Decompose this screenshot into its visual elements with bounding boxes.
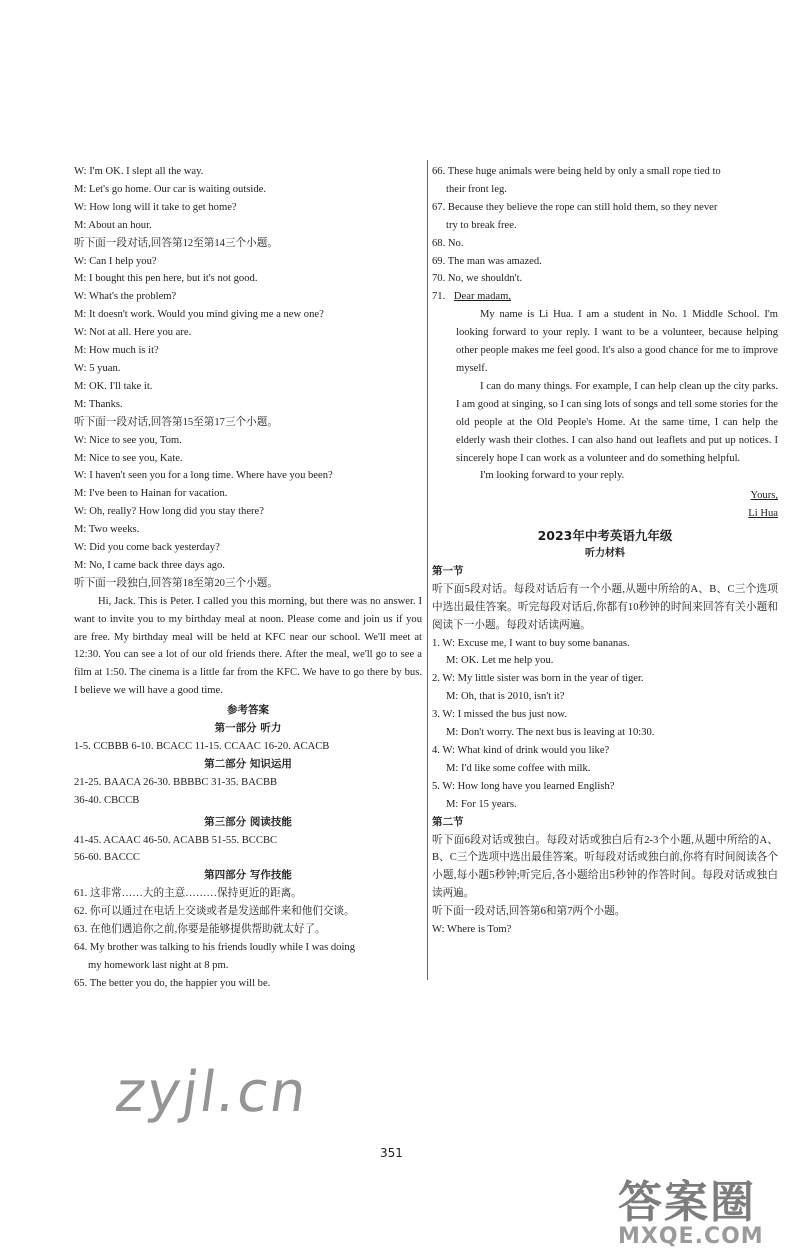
dialogue-line: W: 5 yuan.	[74, 362, 121, 374]
dialogue-line: W: How long will it take to get home?	[74, 201, 237, 213]
answer-number: 71.	[432, 291, 446, 303]
section-title: 2023年中考英语九年级	[537, 528, 673, 544]
dialogue-line: M: It doesn't work. Would you mind giving me a new one?	[74, 309, 324, 321]
part4-title: 第四部分 写作技能	[204, 869, 292, 882]
answer-line: 69. The man was amazed.	[432, 255, 542, 267]
answer-line: 68. No.	[432, 237, 464, 249]
answer-row: 21-25. BAACA 26-30. BBBBC 31-35. BACBB	[74, 776, 278, 788]
answer-line: 61. 这非常……大的主意………保持更近的距离。	[74, 888, 302, 900]
letter-paragraph: My name is Li Hua. I am a student in No. 1 Middle School. I'm looking forward to your reply. I want to be a volunteer, because helping other people makes me feel good. It's also a good chance for me to improve myself.	[456, 309, 778, 374]
letter-signature: Li Hua	[748, 508, 778, 520]
dialogue-line: W: I haven't seen you for a long time. Where have you been?	[74, 470, 333, 482]
dialogue-line: W: I'm OK. I slept all the way.	[74, 166, 204, 177]
dialogue-line: W: Did you come back yesterday?	[74, 542, 220, 554]
answer-row: 56-60. BACCC	[74, 852, 140, 864]
dialogue-line: W: What's the problem?	[74, 291, 177, 303]
dialogue-line: M: Thanks.	[74, 398, 123, 410]
answer-line: my homework last night at 8 pm.	[88, 959, 229, 971]
right-column	[432, 163, 778, 939]
page-number: 351	[380, 1146, 403, 1160]
listening-item: M: I'd like some coffee with milk.	[446, 762, 591, 774]
answer-row: 36-40. CBCCB	[74, 794, 140, 806]
dialogue-line: W: Not at all. Here you are.	[74, 327, 192, 339]
dialogue-line: M: Nice to see you, Kate.	[74, 452, 183, 464]
listening-instruction: 听下面一段对话,回答第6和第7两个小题。	[432, 906, 626, 918]
dialogue-line: M: OK. I'll take it.	[74, 380, 153, 392]
watermark-logo: 答案圈	[618, 1177, 756, 1228]
dialogue-line: M: How much is it?	[74, 345, 159, 357]
dialogue-line: W: Nice to see you, Tom.	[74, 434, 182, 446]
listening-item: 4. W: What kind of drink would you like?	[432, 745, 610, 756]
answer-line: 63. 在他们遇追你之前,你要是能够提供帮助就太好了。	[74, 924, 326, 936]
part1-title: 第一部分 听力	[214, 722, 282, 735]
letter-header	[432, 288, 778, 306]
letter-greeting: Dear madam,	[453, 291, 511, 303]
listening-item: M: Oh, that is 2010, isn't it?	[446, 691, 565, 703]
watermark-zyjl: zyjl.cn	[111, 1060, 313, 1125]
letter-paragraph: I can do many things. For example, I can help clean up the city parks. I am good at singing, so I can sing lots of songs and tell some stories for the old people at the Old People's Home. At the same time, I can help the elderly wash their clothes. I can also hand out leaflets and put up notices. I sincerely hope I can work as a volunteer and do something helpful.	[456, 380, 778, 464]
dialogue-line: W: Oh, really? How long did you stay there?	[74, 506, 264, 518]
listening-item: M: Don't worry. The next bus is leaving at 10:30.	[446, 727, 655, 739]
listening-item: 2. W: My little sister was born in the year of tiger.	[432, 673, 644, 685]
answer-row: 1-5. CCBBB 6-10. BCACC 11-15. CCAAC 16-20. ACACB	[74, 741, 330, 752]
column-divider	[427, 160, 428, 980]
part2-title: 第二部分 知识运用	[204, 757, 292, 770]
dialogue-line: M: About an hour.	[74, 219, 152, 231]
answer-line: 70. No, we shouldn't.	[432, 273, 523, 285]
dialogue-line: M: I've been to Hainan for vacation.	[74, 488, 228, 500]
answer-line: 62. 你可以通过在电话上交谈或者是发送邮件来和他们交谈。	[74, 906, 355, 918]
monologue-paragraph: Hi, Jack. This is Peter. I called you this morning, but there was no answer. I want to invite you to my birthday meal at noon. Please come and join us if you are free. My birthday meal will be held at KFC near our school. We'll meet at 12:30. You can see a lot of our old friends there. After the meal, we'll go to see a film at 1:50. The cinema is a little far from the KFC. We have to go there by bus. I believe we will have a good time.	[74, 595, 422, 697]
letter-paragraph: I'm looking forward to your reply.	[480, 470, 625, 482]
letter-closing: Yours,	[750, 490, 778, 502]
answer-key-title: 参考答案	[227, 704, 269, 717]
section-2-label: 第二节	[432, 815, 464, 828]
section-1-label: 第一节	[432, 564, 464, 577]
answer-line: their front leg.	[446, 183, 507, 195]
section-2-instruction: 听下面6段对话或独白。每段对话或独白后有2-3个小题,从题中所给的A、B、C三个选项中选出最佳答案。听每段对话或独白前,你将有时间阅读各个小题,每小题5秒钟;听完后,各小题给出5秒钟的作答时间。每段对话或独白读两遍。	[432, 834, 778, 900]
answer-line: 66. These huge animals were being held by only a small rope tied to	[432, 166, 721, 177]
answer-line: 67. Because they believe the rope can still hold them, so they never	[432, 201, 718, 213]
answer-line: 65. The better you do, the happier you will be.	[74, 977, 271, 989]
section-subtitle: 听力材料	[585, 548, 625, 560]
listening-item: 3. W: I missed the bus just now.	[432, 709, 567, 721]
left-column	[74, 163, 422, 993]
dialogue-line: M: Let's go home. Our car is waiting outside.	[74, 183, 266, 195]
listening-instruction: 听下面一段对话,回答第12至第14三个小题。	[74, 237, 278, 249]
dialogue-line: W: Where is Tom?	[432, 924, 512, 936]
watermark-mxqe	[618, 1166, 796, 1249]
part3-title: 第三部分 阅读技能	[204, 815, 292, 828]
answer-row: 41-45. ACAAC 46-50. ACABB 51-55. BCCBC	[74, 834, 278, 846]
dialogue-line: M: I bought this pen here, but it's not good.	[74, 273, 258, 285]
listening-item: 1. W: Excuse me, I want to buy some bananas.	[432, 637, 630, 649]
listening-instruction: 听下面一段独白,回答第18至第20三个小题。	[74, 577, 278, 589]
answer-line: try to break free.	[446, 219, 517, 231]
listening-item: M: OK. Let me help you.	[446, 655, 554, 667]
answer-line: 64. My brother was talking to his friends loudly while I was doing	[74, 941, 355, 953]
watermark-site: MXQE.COM	[618, 1224, 764, 1249]
dialogue-line: M: No, I came back three days ago.	[74, 559, 225, 571]
letter-body	[432, 306, 778, 523]
dialogue-line: W: Can I help you?	[74, 255, 157, 267]
listening-item: M: For 15 years.	[446, 798, 517, 810]
section-1-instruction: 听下面5段对话。每段对话后有一个小题,从题中所给的A、B、C三个选项中选出最佳答案。听完每段对话后,你都有10秒钟的时间来回答有关小题和阅读下一小题。每段对话读两遍。	[432, 583, 778, 631]
listening-instruction: 听下面一段对话,回答第15至第17三个小题。	[74, 416, 278, 428]
listening-item: 5. W: How long have you learned English?	[432, 780, 615, 792]
dialogue-line: M: Two weeks.	[74, 524, 140, 536]
